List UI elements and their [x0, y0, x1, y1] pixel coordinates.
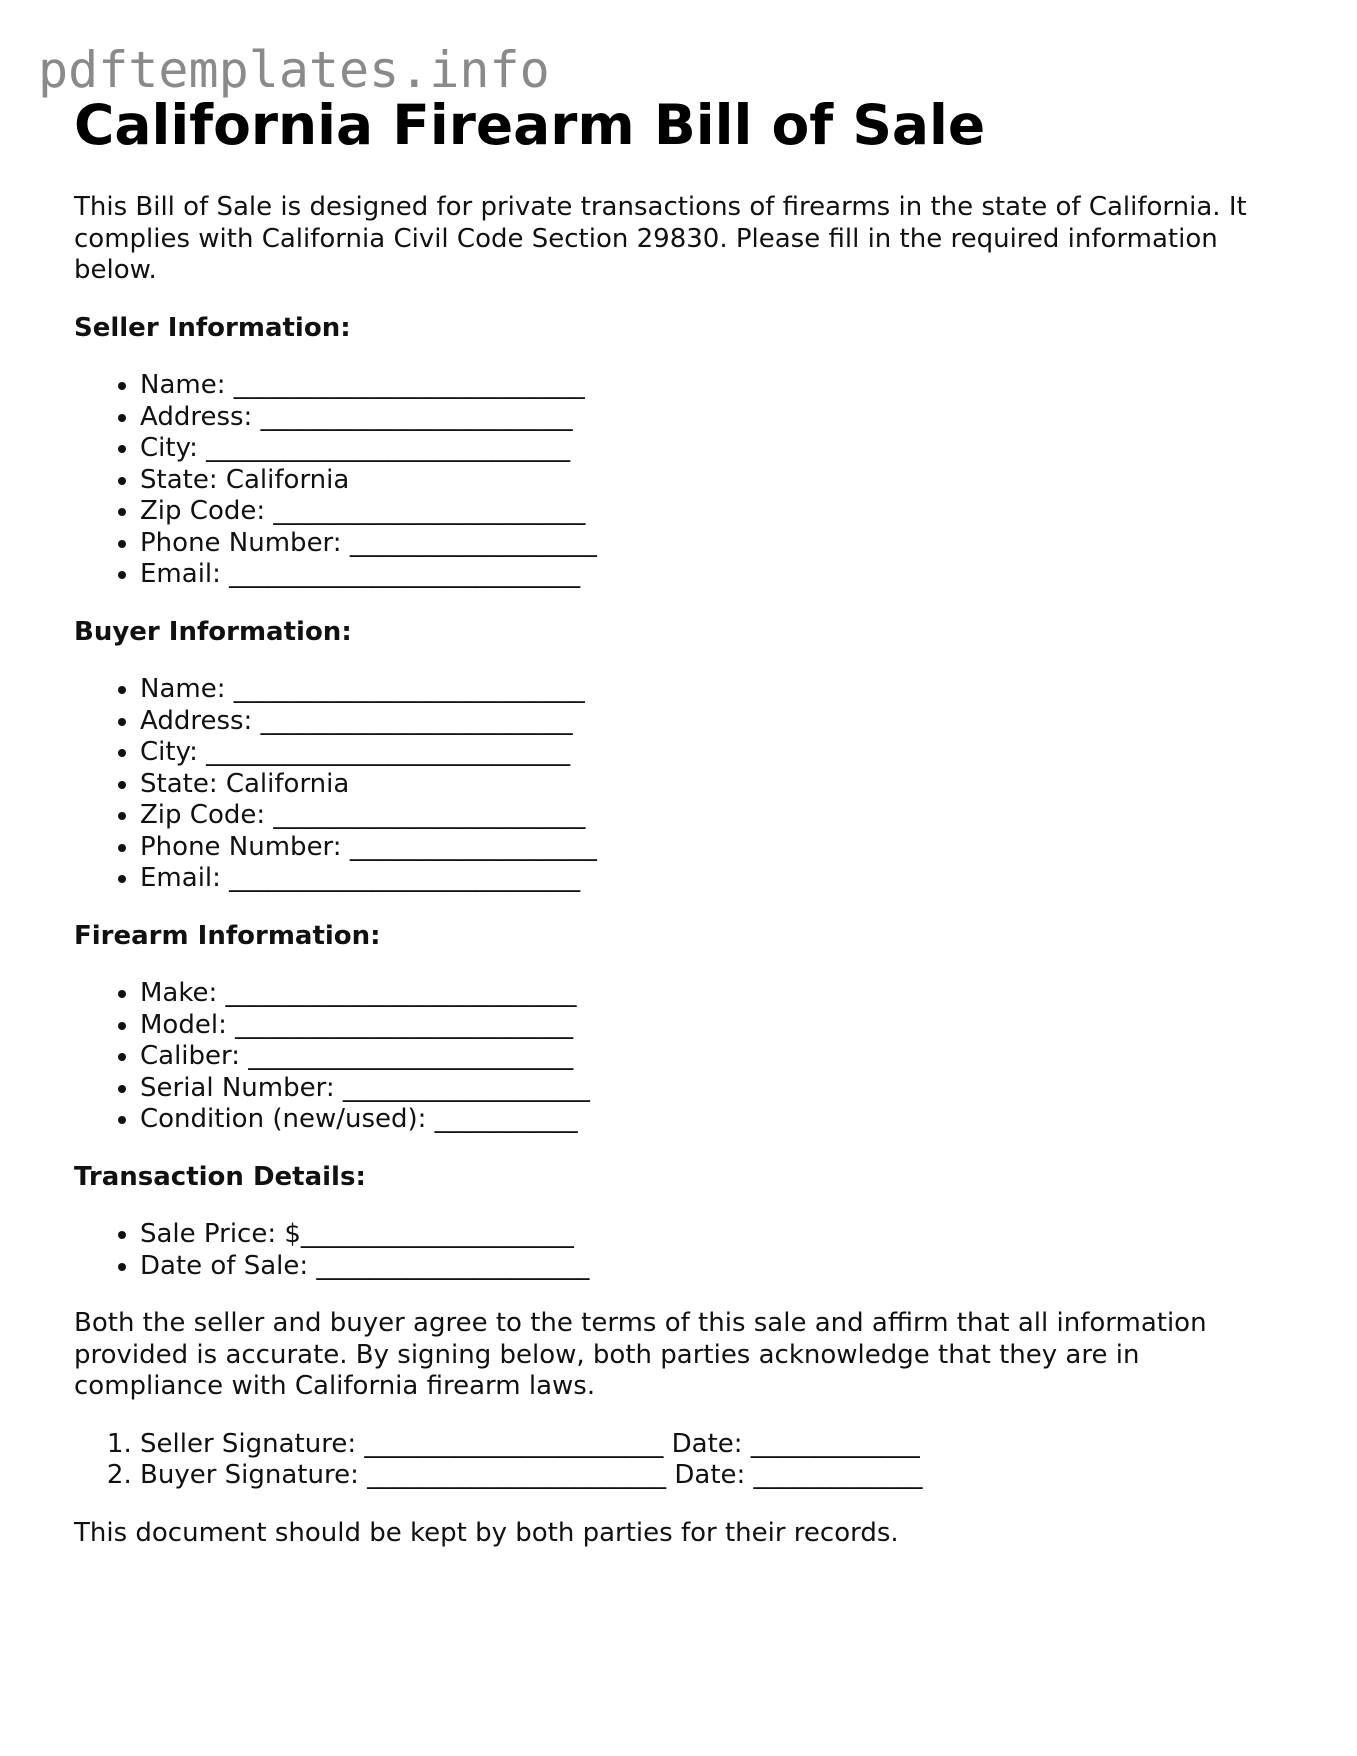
firearm-condition-field: • Condition (new/used): ___________: [140, 1104, 1274, 1136]
firearm-caliber-field: • Caliber: _________________________: [140, 1041, 1274, 1073]
seller-state-field: • State: California: [140, 465, 1274, 497]
sale-date-field: • Date of Sale: _____________________: [140, 1251, 1274, 1283]
seller-field-list: [74, 370, 1274, 591]
watermark-text: pdftemplates.info: [38, 41, 550, 99]
buyer-address-field: • Address: ________________________: [140, 706, 1274, 738]
records-note: This document should be kept by both parties for their records.: [74, 1517, 899, 1548]
buyer-signature-line: 2. Buyer Signature: _______________________ Date: _____________: [140, 1460, 1274, 1492]
sale-price-field: • Sale Price: $_____________________: [140, 1219, 1274, 1251]
buyer-phone-field: • Phone Number: ___________________: [140, 832, 1274, 864]
transaction-section-heading: Transaction Details:: [74, 1161, 366, 1192]
seller-section-heading: Seller Information:: [74, 312, 351, 343]
seller-phone-field: • Phone Number: ___________________: [140, 528, 1274, 560]
seller-address-field: • Address: ________________________: [140, 402, 1274, 434]
firearm-serial-field: • Serial Number: ___________________: [140, 1073, 1274, 1105]
buyer-email-field: • Email: ___________________________: [140, 863, 1274, 895]
signature-list: [74, 1429, 1274, 1492]
document-body: [74, 192, 1274, 1549]
agreement-paragraph: Both the seller and buyer agree to the terms of this sale and affirm that all information provided is accurate. By signing below, both parties acknowledge that they are in compliance with California firearm laws.: [74, 1308, 1207, 1401]
transaction-field-list: [74, 1219, 1274, 1282]
firearm-section-heading: Firearm Information:: [74, 920, 381, 951]
buyer-field-list: [74, 674, 1274, 895]
intro-paragraph: This Bill of Sale is designed for private transactions of firearms in the state of California. It complies with California Civil Code Section 29830. Please fill in the required information below.: [74, 192, 1247, 285]
seller-city-field: • City: ____________________________: [140, 433, 1274, 465]
seller-email-field: • Email: ___________________________: [140, 559, 1274, 591]
document-title: California Firearm Bill of Sale: [74, 93, 986, 157]
seller-name-field: • Name: ___________________________: [140, 370, 1274, 402]
buyer-section-heading: Buyer Information:: [74, 616, 352, 647]
seller-signature-line: 1. Seller Signature: _______________________ Date: _____________: [140, 1429, 1274, 1461]
buyer-zip-field: • Zip Code: ________________________: [140, 800, 1274, 832]
firearm-model-field: • Model: __________________________: [140, 1010, 1274, 1042]
buyer-state-field: • State: California: [140, 769, 1274, 801]
buyer-city-field: • City: ____________________________: [140, 737, 1274, 769]
firearm-make-field: • Make: ___________________________: [140, 978, 1274, 1010]
seller-zip-field: • Zip Code: ________________________: [140, 496, 1274, 528]
firearm-field-list: [74, 978, 1274, 1136]
buyer-name-field: • Name: ___________________________: [140, 674, 1274, 706]
